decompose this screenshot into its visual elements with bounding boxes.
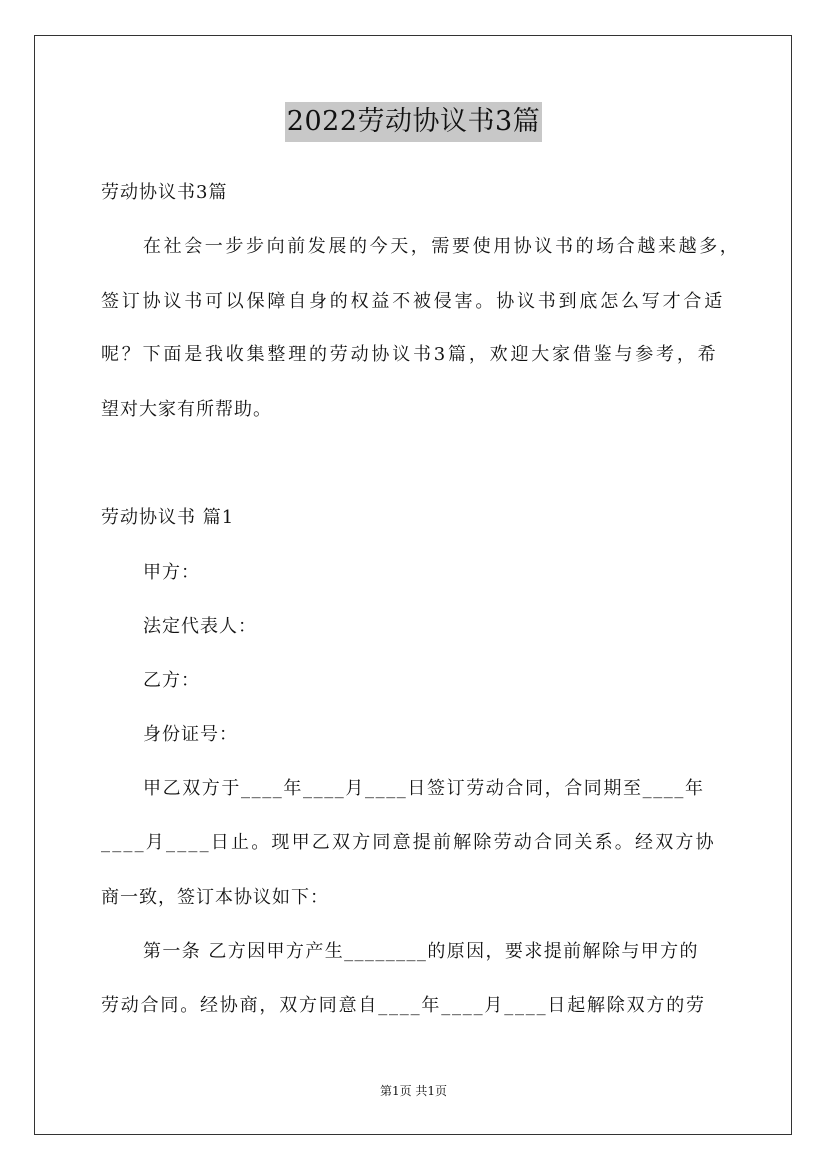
legal-representative-label: 法定代表人： (143, 616, 257, 637)
party-a-label: 甲方： (143, 562, 200, 583)
body-line: 商一致，签订本协议如下： (101, 887, 329, 908)
article-one-line: 第一条 乙方因甲方产生________的原因，要求提前解除与甲方的 (143, 941, 699, 962)
party-b-label: 乙方： (143, 670, 200, 691)
document-title: 2022劳动协议书3篇 (285, 102, 542, 142)
subtitle: 劳动协议书3篇 (101, 182, 228, 203)
intro-line: 呢？下面是我收集整理的劳动协议书3篇，欢迎大家借鉴与参考，希 (101, 344, 719, 365)
body-line: ____月____日止。现甲乙双方同意提前解除劳动合同关系。经双方协 (101, 832, 716, 853)
intro-line: 在社会一步步向前发展的今天，需要使用协议书的场合越来越多， (143, 236, 741, 257)
title-container (0, 102, 827, 142)
intro-line: 签订协议书可以保障自身的权益不被侵害。协议书到底怎么写才合适 (101, 291, 725, 312)
body-line: 甲乙双方于____年____月____日签订劳动合同，合同期至____年 (143, 778, 705, 799)
page-footer: 第1页 共1页 (379, 1084, 448, 1098)
id-number-label: 身份证号： (143, 724, 238, 745)
intro-line: 望对大家有所帮助。 (101, 399, 272, 420)
article-one-line: 劳动合同。经协商，双方同意自____年____月____日起解除双方的劳 (101, 995, 706, 1016)
section-heading: 劳动协议书 篇1 (101, 507, 235, 528)
